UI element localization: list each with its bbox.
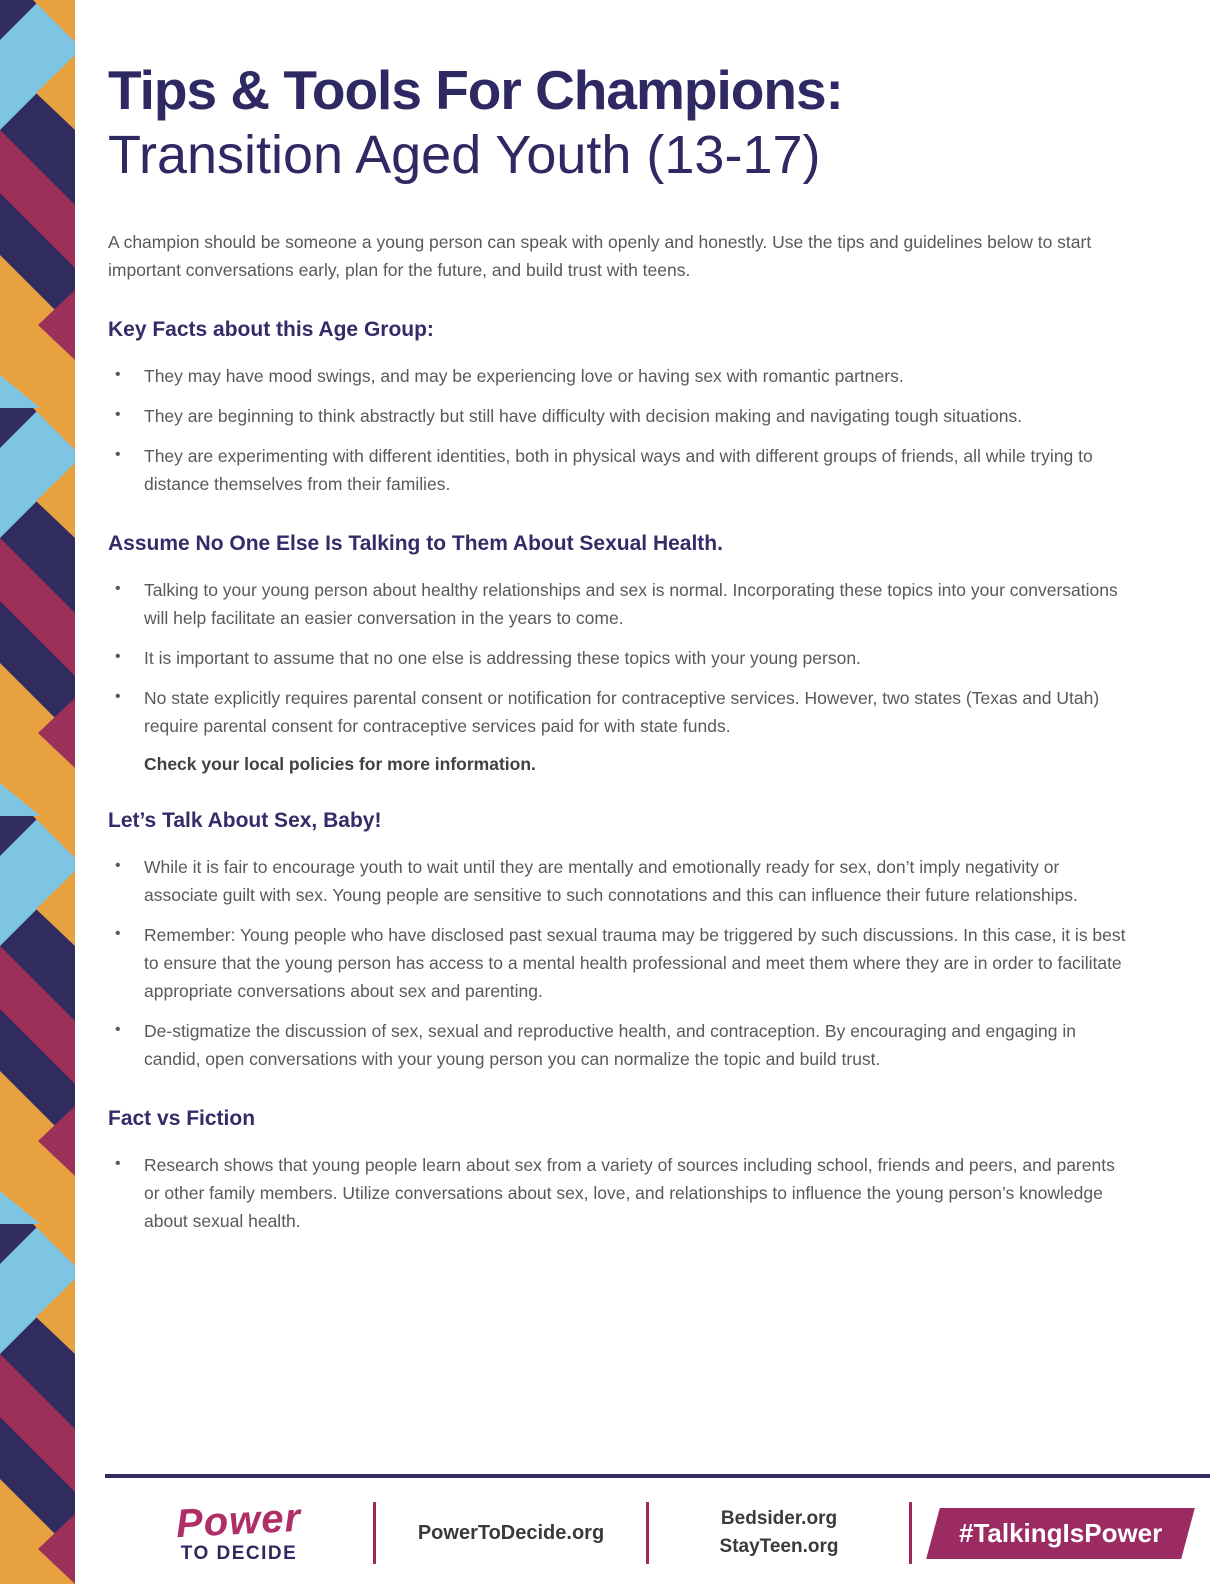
footer-site2-cell [649,1505,909,1560]
bullet-item: • They may have mood swings, and may be experiencing love or having sex with romantic partners. [108,362,1132,390]
bedsider-link[interactable]: Bedsider.org [720,1508,838,1530]
footer-site-cell [376,1522,646,1545]
bullet-item: • While it is fair to encourage youth to wait until they are mentally and emotionally ready for sex, don’t imply negativity or associate guilt with sex. Young people are sensitive to such connotations and this can influence their future relationships. [108,853,1132,909]
local-policies-note: Check your local policies for more information. [144,754,536,775]
footer [105,1474,1210,1572]
section-heading: Let’s Talk About Sex, Baby! [108,809,382,833]
stayteen-link[interactable]: StayTeen.org [719,1536,839,1557]
chevron-border-pattern [0,0,75,1584]
section-heading: Key Facts about this Age Group: [108,318,434,342]
footer-divider-line [105,1474,1210,1478]
bullet-item: • It is important to assume that no one else is addressing these topics with your young person. [108,644,1132,672]
section-key-facts [108,318,1132,498]
power-to-decide-logo [105,1495,373,1565]
section-heading: Assume No One Else Is Talking to Them About Sexual Health. [108,532,723,556]
bullet-list [108,362,1132,498]
document-body [108,58,1132,1247]
talking-is-power-badge [926,1508,1195,1559]
bullet-item: • Research shows that young people learn about sex from a variety of sources including school, friends and peers, and parents or other family members. Utilize conversations about sex, love, and relationships to influence the young person’s knowledge about sexual health. [108,1151,1132,1235]
bullet-item: • They are beginning to think abstractly but still have difficulty with decision making and navigating tough situations. [108,402,1132,430]
bullet-list [108,576,1132,740]
bullet-item: • They are experimenting with different identities, both in physical ways and with different groups of friends, all while trying to distance themselves from their families. [108,442,1132,498]
bullet-item: • Remember: Young people who have disclosed past sexual trauma may be triggered by such discussions. In this case, it is best to ensure that the young person has access to a mental health professional and meet them where they are in order to facilitate appropriate conversations about sex and parenting. [108,921,1132,1005]
footer-row [105,1494,1210,1572]
section-lets-talk [108,809,1132,1073]
bullet-item: • No state explicitly requires parental consent or notification for contraceptive services. However, two states (Texas and Utah) require parental consent for contraceptive services paid for with state funds. [108,684,1132,740]
bullet-list [108,853,1132,1073]
section-assume-no-one [108,532,1132,775]
section-fact-vs-fiction [108,1107,1132,1235]
logo-power-script: Power [175,1495,303,1547]
powertodecide-link[interactable]: PowerToDecide.org [417,1521,605,1544]
bullet-item: • Talking to your young person about healthy relationships and sex is normal. Incorporating these topics into your conversations will help facilitate an easier conversation in the years to come. [108,576,1132,632]
page-title: Tips & Tools For Champions: [108,59,843,121]
page-subtitle: Transition Aged Youth (13-17) [108,124,821,185]
hashtag-badge-cell [912,1508,1209,1559]
hashtag-text: #TalkingIsPower [958,1517,1163,1548]
section-heading: Fact vs Fiction [108,1107,256,1131]
logo-to-decide: TO DECIDE [180,1543,298,1564]
intro-paragraph: A champion should be someone a young person can speak with openly and honestly. Use the tips and guidelines below to start important conversations early, plan for the future, and build trust with teens. [108,231,1092,281]
bullet-list [108,1151,1132,1235]
bullet-item: • De-stigmatize the discussion of sex, sexual and reproductive health, and contraception. By encouraging and engaging in candid, open conversations with your young person you can normalize the topic and build trust. [108,1017,1132,1073]
